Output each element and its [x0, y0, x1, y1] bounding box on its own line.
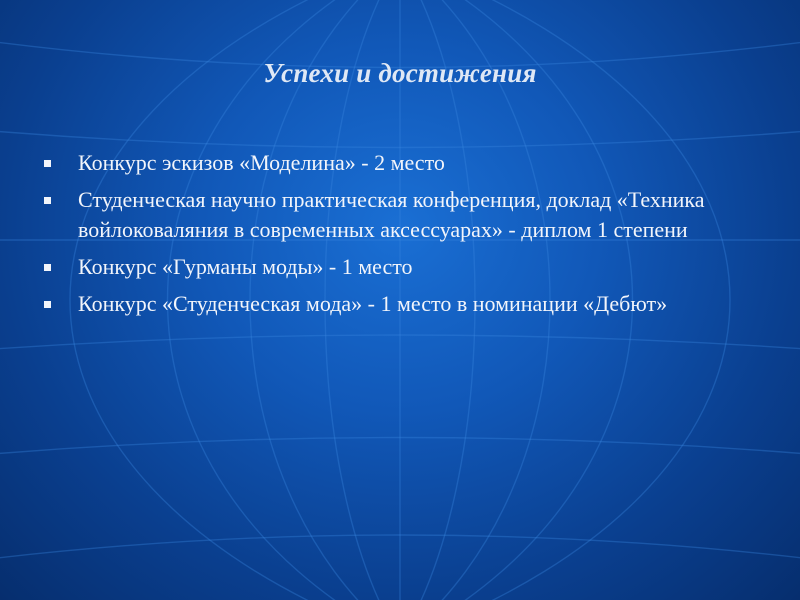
list-item — [44, 185, 744, 245]
list-item-text: Конкурс эскизов «Моделина» - 2 место — [78, 150, 445, 175]
list-item-text: Студенческая научно практическая конференция, доклад «Техника войлоковаляния в современных аксессуарах» - диплом 1 степени — [78, 187, 705, 242]
list-item-text: Конкурс «Студенческая мода» - 1 место в номинации «Дебют» — [78, 291, 668, 316]
list-item-text: Конкурс «Гурманы моды» - 1 место — [78, 254, 413, 279]
square-bullet-icon — [44, 160, 51, 167]
achievements-list — [44, 148, 744, 326]
slide-title: Успехи и достижения — [263, 58, 537, 88]
list-item — [44, 148, 744, 178]
list-item — [44, 289, 744, 319]
square-bullet-icon — [44, 197, 51, 204]
list-item — [44, 252, 744, 282]
square-bullet-icon — [44, 301, 51, 308]
square-bullet-icon — [44, 264, 51, 271]
